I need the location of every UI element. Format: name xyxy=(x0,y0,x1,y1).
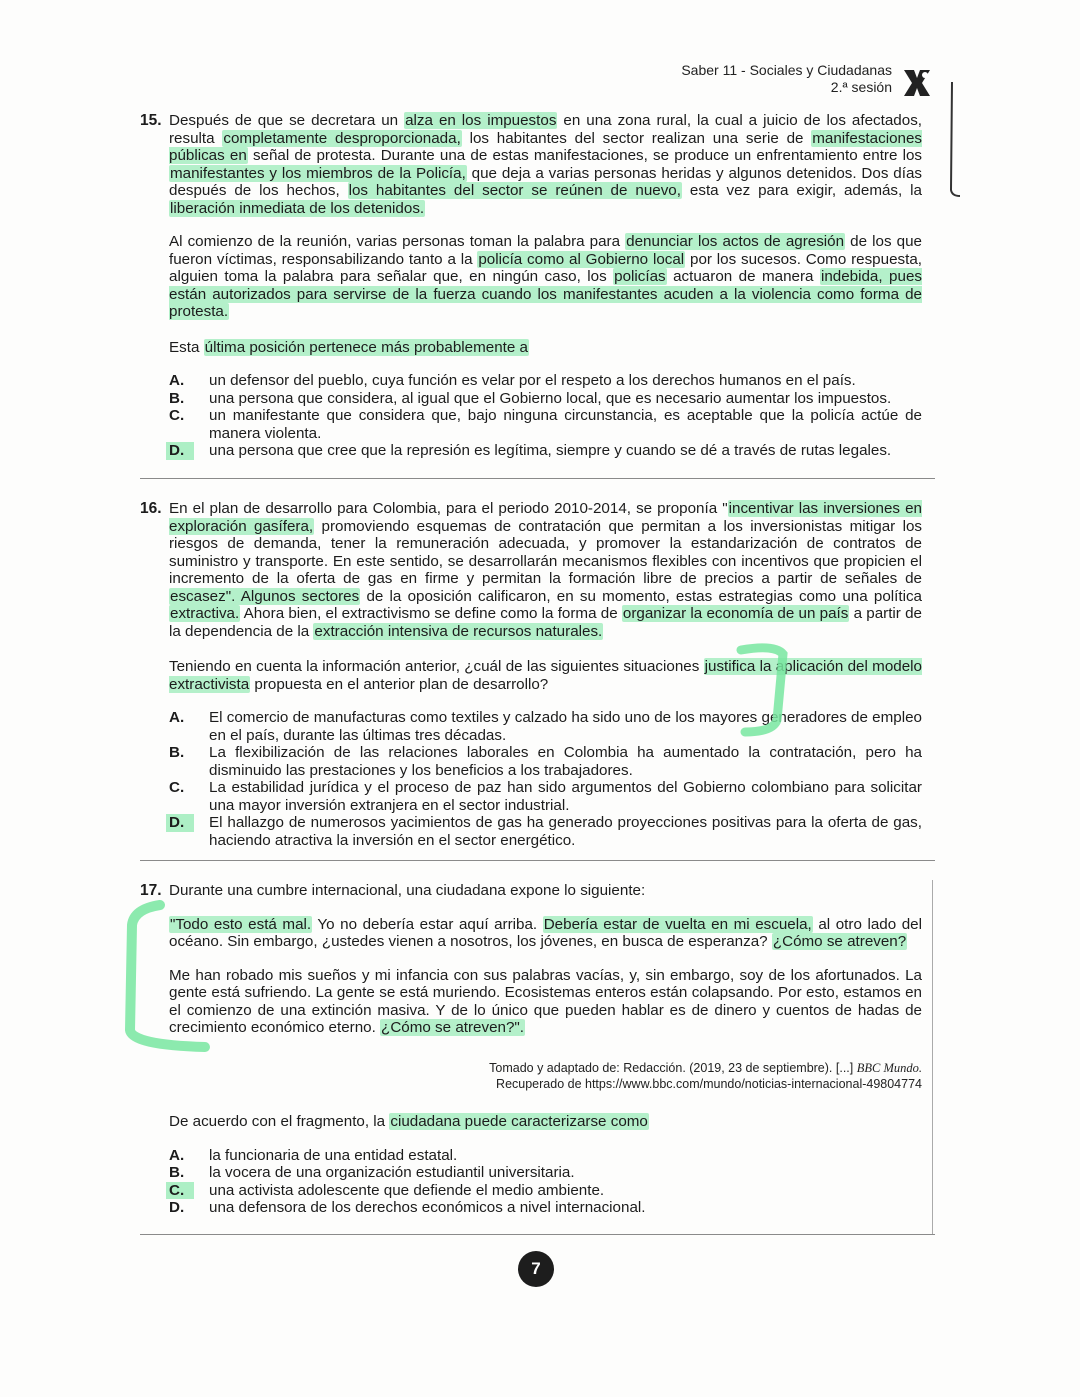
question-15 xyxy=(140,112,922,460)
question-context: En el plan de desarrollo para Colombia, para el periodo 2010-2014, se proponía "incentivar las inversiones en exploración gasífera, promoviendo esquemas de contratación que permitan a los inversionistas mitigar los riesgos de demanda, tener la remuneración adecuada, y promover la estandarización de contratos de suministro y transporte. En este sentido, se desarrollarán mecanismos flexibles con incentivos que propicien el incremento de la oferta de gas en firme y permitan la formación libre de precios a partir de señales de escasez". Algunos sectores de la oposición calificaron, en su momento, estas estrategias como una política extractiva. Ahora bien, el extractivismo se define como la forma de organizar la economía de un país a partir de la dependencia de la extracción intensiva de recursos naturales. xyxy=(169,500,922,640)
question-stem: De acuerdo con el fragmento, la ciudadana puede caracterizarse como xyxy=(169,1113,648,1130)
option-c[interactable]: C. La estabilidad jurídica y el proceso de paz han sido argumentos del Gobierno colombiano para solicitar una mayor inversión extranjera en el sector industrial. xyxy=(169,779,922,814)
question-context: Al comienzo de la reunión, varias personas toman la palabra para denunciar los actos de agresión de los que fueron víctimas, responsabilizando tanto a la policía como al Gobierno local por los sucesos. Como respuesta, alguien toma la palabra para señalar que, en ningún caso, los policías actuaron de manera indebida, pues están autorizados para servirse de la fuerza cuando los manifestantes acuden a la violencia como forma de protesta. xyxy=(169,233,922,320)
question-17-stem-block xyxy=(140,1113,922,1217)
option-a[interactable]: A. un defensor del pueblo, cuya función es velar por el respeto a los derechos humanos en el país. xyxy=(169,372,856,389)
option-b[interactable]: B. una persona que considera, al igual que el Gobierno local, que es necesario aumentar los impuestos. xyxy=(169,389,892,407)
option-c[interactable]: C. un manifestante que considera que, bajo ninguna circunstancia, es aceptable que la policía actúe de manera violenta. xyxy=(169,407,922,442)
answer-options xyxy=(169,372,922,460)
question-context: Después de que se decretara un alza en los impuestos en una zona rural, la cual a juicio de los afectados, resulta completamente desproporcionada, los habitantes del sector realizan una serie de manifestaciones públicas en señal de protesta. Durante una de estas manifestaciones, se produce un enfrentamiento entre los manifestantes y los miembros de la Policía, que deja a varias personas heridas y algunos detenidos. Dos días después de los hechos, los habitantes del sector se reúnen de nuevo, esta vez para exigir, además, la liberación inmediata de los detenidos. xyxy=(169,112,923,217)
option-a[interactable]: A. El comercio de manufacturas como textiles y calzado ha sido uno de los mayores generadores de empleo en el país, durante las últimas tres décadas. xyxy=(169,709,922,744)
answer-options xyxy=(169,709,922,849)
publisher-logo-icon xyxy=(900,66,934,100)
header-title: Saber 11 - Sociales y Ciudadanas xyxy=(681,62,892,78)
question-16 xyxy=(140,500,922,849)
margin-pen-mark-icon xyxy=(946,80,962,200)
page-header xyxy=(681,62,892,96)
option-d-selected[interactable]: D. una persona que cree que la represión es legítima, siempre y cuando se dé a través de rutas legales. xyxy=(169,442,922,460)
header-session: 2.ª sesión xyxy=(830,79,892,95)
question-number: 16. xyxy=(140,500,162,517)
divider xyxy=(140,860,935,861)
divider xyxy=(140,1234,935,1235)
divider xyxy=(140,478,935,479)
option-c-selected[interactable]: C. una activista adolescente que defiende el medio ambiente. xyxy=(169,1182,922,1200)
option-b[interactable]: B. La flexibilización de las relaciones laborales en Colombia ha aumentado la contratación, pero ha disminuido las prestaciones y los beneficios a los trabajadores. xyxy=(169,744,922,779)
question-number: 15. xyxy=(140,112,162,129)
quote-paragraph: "Todo esto está mal. Yo no debería estar aquí arriba. Debería estar de vuelta en mi escuela, al otro lado del océano. Sin embargo, ¿ustedes vienen a nosotros, los jóvenes, en busca de esperanza? ¿Cómo se atreven? xyxy=(169,915,922,950)
margin-line xyxy=(932,880,933,1234)
answer-options xyxy=(169,1147,922,1217)
source-citation: Tomado y adaptado de: Redacción. (2019, 23 de septiembre). [...] BBC Mundo. Recuperado de https://www.bbc.com/mundo/noticias-internacional-49804774 xyxy=(489,1061,922,1091)
hand-drawn-bracket-icon xyxy=(120,895,215,1060)
question-stem: Teniendo en cuenta la información anterior, ¿cuál de las siguientes situaciones justifica la aplicación del modelo extractivista propuesta en el anterior plan de desarrollo? xyxy=(169,658,922,693)
option-b[interactable]: B. la vocera de una organización estudiantil universitaria. xyxy=(169,1164,575,1181)
option-d[interactable]: D. una defensora de los derechos económicos a nivel internacional. xyxy=(169,1199,646,1216)
option-a[interactable]: A. la funcionaria de una entidad estatal. xyxy=(169,1146,458,1164)
quote-paragraph: Me han robado mis sueños y mi infancia con sus palabras vacías, y, sin embargo, soy de los afortunados. La gente está sufriendo. La gente se está muriendo. Ecosistemas enteros están colapsando. Por esto, estamos en el comienzo de una extinción masiva. Y de lo único que pueden hablar es de dinero y cuentos de hadas de crecimiento económico eterno. ¿Cómo se atreven?". xyxy=(169,966,922,1036)
page-number: 7 xyxy=(518,1251,554,1287)
question-number: 17. xyxy=(140,882,162,899)
option-d-selected[interactable]: D. El hallazgo de numerosos yacimientos de gas ha generado proyecciones positivas para la oferta de gas, haciendo atractiva la inversión en el sector energético. xyxy=(169,814,922,849)
question-stem: Esta última posición pertenece más probablemente a xyxy=(169,338,528,356)
question-intro: Durante una cumbre internacional, una ciudadana expone lo siguiente: xyxy=(169,882,646,899)
question-17 xyxy=(140,882,922,1037)
hand-drawn-bracket-icon xyxy=(735,640,795,740)
